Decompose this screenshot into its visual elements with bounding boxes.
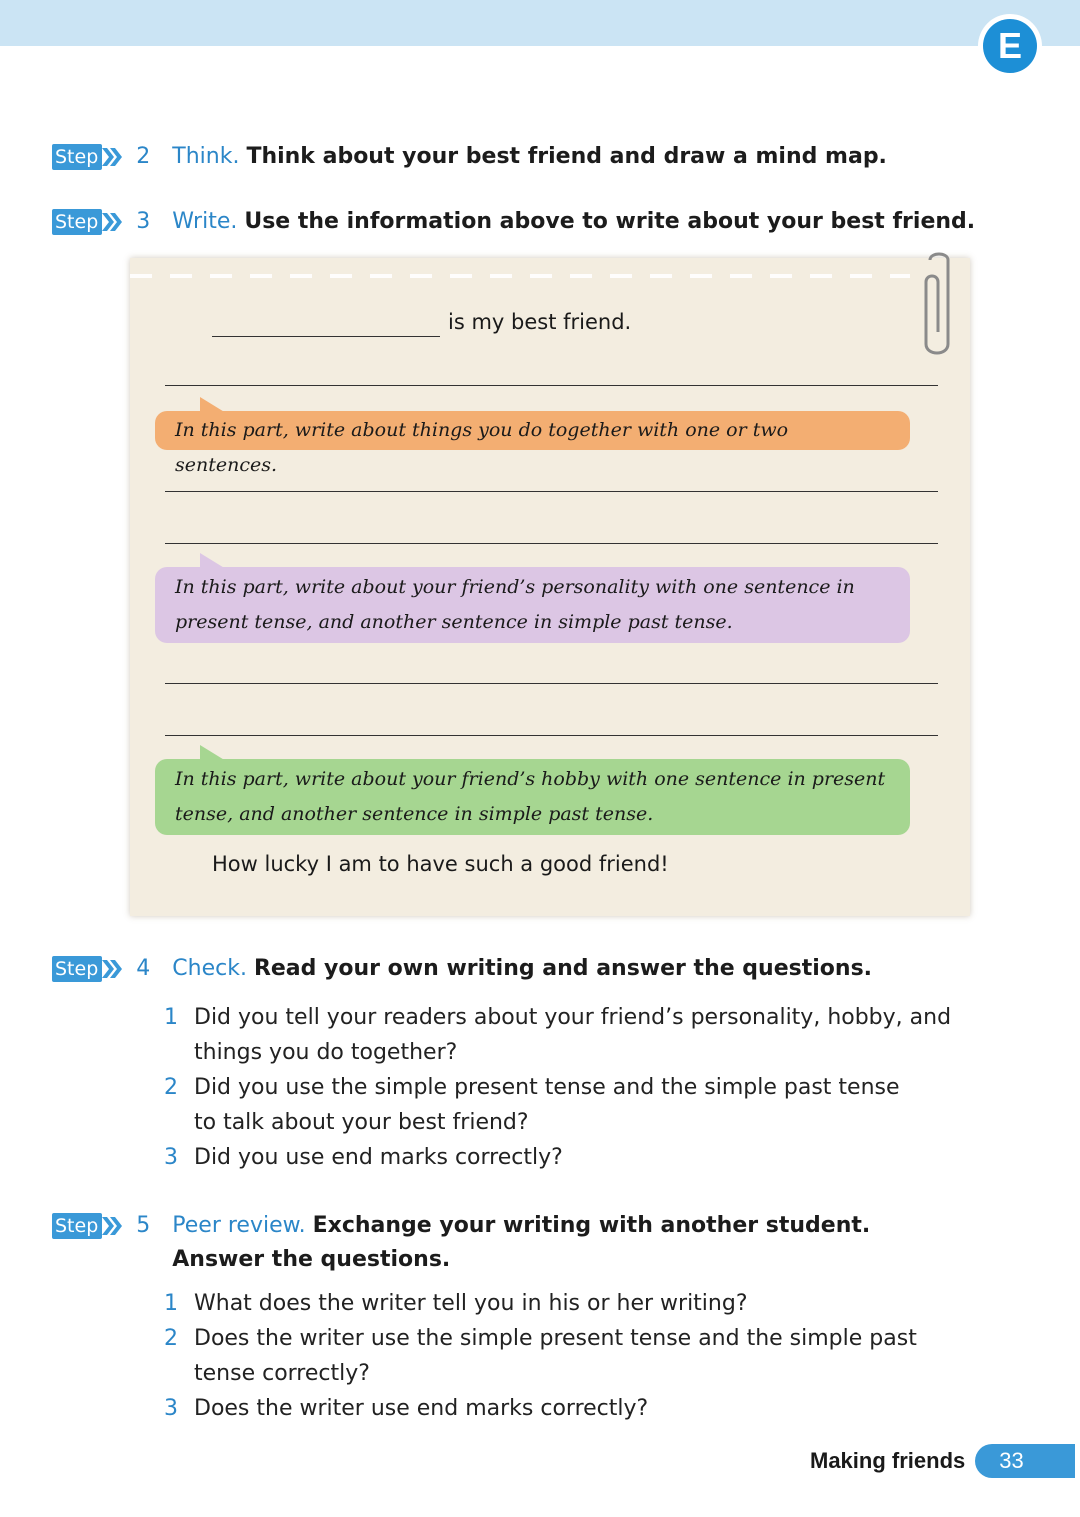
step-tag: Step [52,1213,122,1239]
step-3 [52,207,975,237]
writing-line[interactable] [165,385,938,386]
peer-questions [164,1286,964,1426]
name-blank[interactable] [212,336,440,337]
step-number: 3 [136,209,151,234]
writing-line[interactable] [165,683,938,684]
step-keyword: Think. [172,144,240,169]
step-keyword: Write. [172,209,238,234]
step-tag: Step [52,956,122,982]
step-4 [52,954,872,984]
paper-clip-icon [918,252,958,362]
list-item: 3 Does the writer use end marks correctly? [164,1396,649,1421]
section-letter: E [983,19,1037,73]
list-item: 1 Did you tell your readers about your friend’s personality, hobby, and things you do together? [164,1005,952,1065]
step-number: 2 [136,144,151,169]
opening-sentence: is my best friend. [448,310,632,334]
prompt-bubble-personality: In this part, write about your friend’s personality with one sentence in present tense, and another sentence in simple past tense. [155,567,910,643]
writing-line[interactable] [165,735,938,736]
step-tag: Step [52,209,122,235]
writing-line[interactable] [165,491,938,492]
step-instruction: Read your own writing and answer the questions. [253,956,873,981]
step-keyword: Peer review. [172,1213,306,1238]
section-badge [978,14,1042,78]
list-item: 1 What does the writer tell you in his or her writing? [164,1291,748,1316]
writing-line[interactable] [165,543,938,544]
prompt-bubble-together: In this part, write about things you do together with one or two sentences. [155,411,910,450]
step-tag: Step [52,144,122,170]
check-questions [164,1000,964,1175]
double-chevron-icon [102,1213,122,1239]
step-keyword: Check. [172,956,247,981]
step-instruction: Use the information above to write about your best friend. [244,209,976,234]
torn-edge [130,274,910,278]
step-5 [52,1211,932,1277]
unit-title: Making friends [810,1448,966,1473]
closing-sentence: How lucky I am to have such a good friend! [212,852,669,876]
writing-paper [130,258,970,916]
step-number: 4 [136,956,151,981]
page-number: 33 [975,1444,1075,1478]
double-chevron-icon [102,956,122,982]
list-item: 2 Does the writer use the simple present tense and the simple past tense correctly? [164,1326,917,1386]
double-chevron-icon [102,144,122,170]
header-band [0,0,1080,46]
step-instruction: Exchange your writing with another student. Answer the questions. [172,1213,871,1272]
step-2 [52,142,887,172]
prompt-bubble-hobby: In this part, write about your friend’s hobby with one sentence in present tense, and another sentence in simple past tense. [155,759,910,835]
step-number: 5 [136,1213,151,1238]
list-item: 3 Did you use end marks correctly? [164,1145,563,1170]
page-footer [810,1444,1075,1478]
step-instruction: Think about your best friend and draw a mind map. [246,144,887,169]
list-item: 2 Did you use the simple present tense and the simple past tense to talk about your best friend? [164,1075,900,1135]
double-chevron-icon [102,209,122,235]
